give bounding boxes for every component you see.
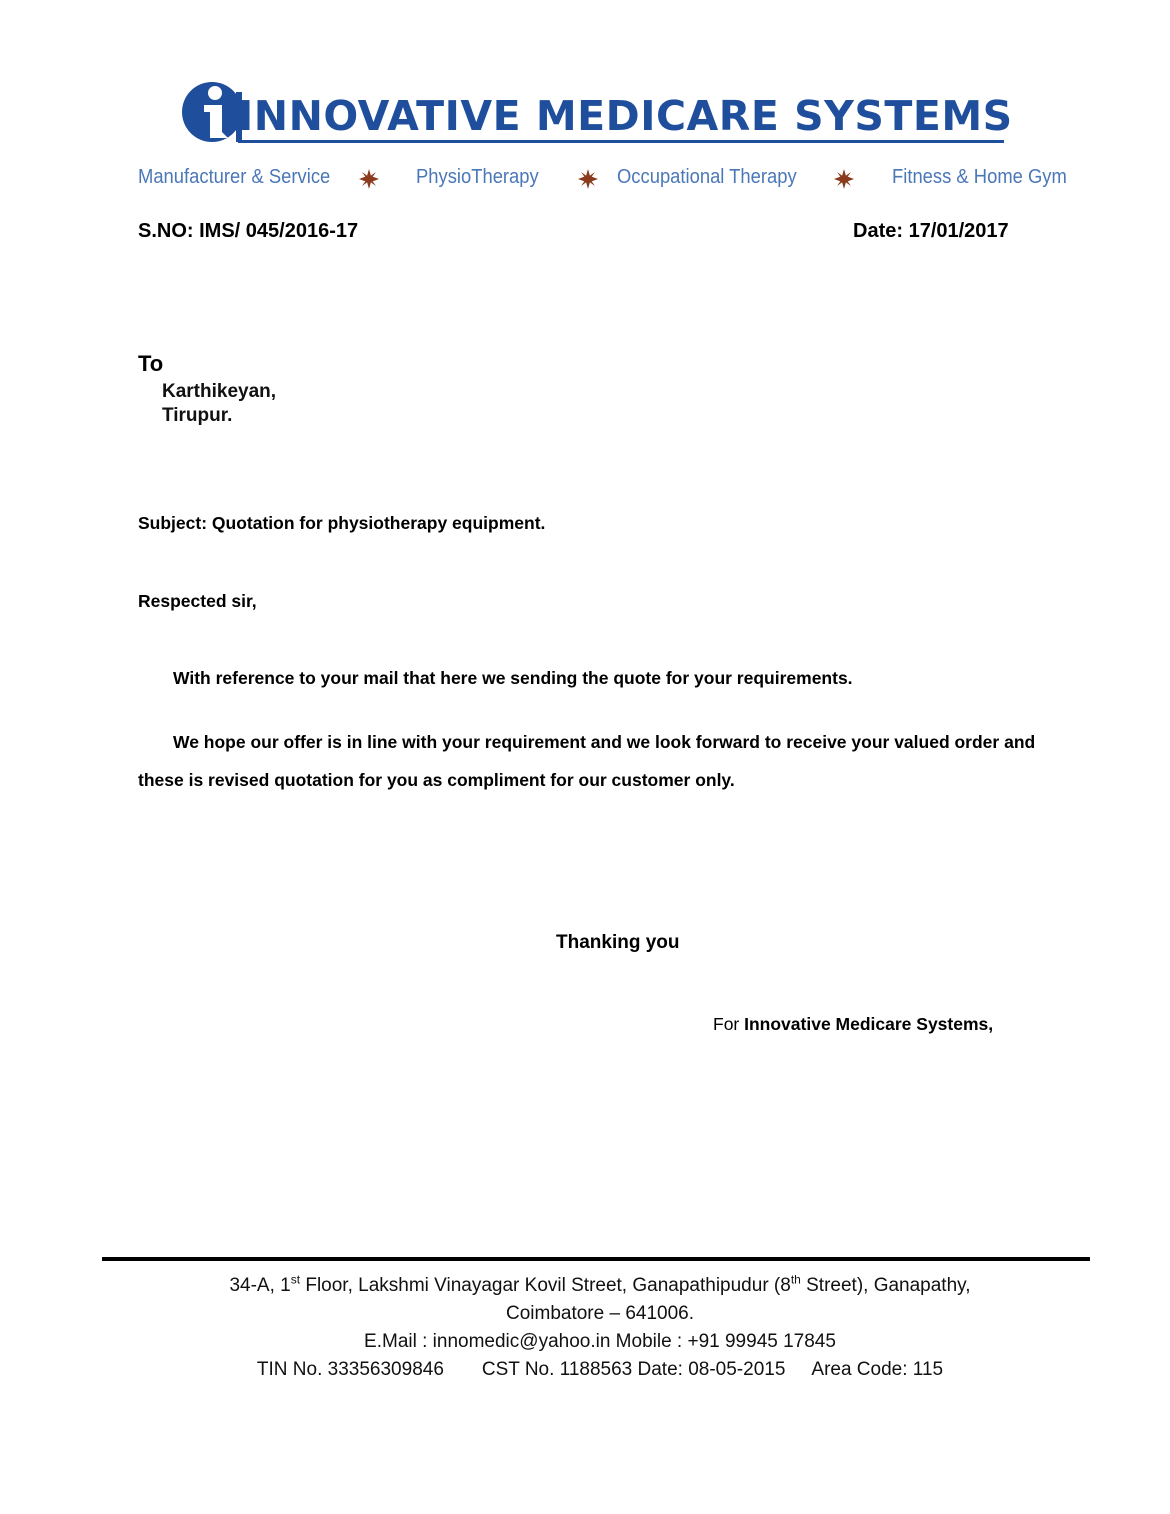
footer-contact: E.Mail : innomedic@yahoo.in Mobile : +91 99945 17845 [364, 1331, 836, 1352]
to-label: To [138, 351, 164, 376]
recipient-city: Tirupur. [162, 405, 233, 426]
salutation: Respected sir, [138, 591, 257, 611]
footer [100, 1272, 1100, 1384]
footer-address [100, 1272, 1100, 1300]
footer-city: Coimbatore – 641006. [505, 1303, 694, 1324]
services-strip [138, 166, 1078, 196]
address-part-2: Floor, Lakshmi Vinayagar Kovil Street, Ganapathipudur (8 [300, 1275, 791, 1296]
star-icon [578, 169, 598, 189]
service-physiotherapy: PhysioTherapy [416, 166, 539, 188]
closing: Thanking you [556, 932, 680, 953]
footer-divider [102, 1257, 1090, 1261]
address-part-1: 34-A, 1 [229, 1275, 291, 1296]
service-occupational-therapy: Occupational Therapy [617, 166, 797, 188]
letter-subject: Subject: Quotation for physiotherapy equipment. [138, 513, 546, 533]
signoff [713, 1014, 993, 1035]
company-name: INNOVATIVE MEDICARE SYSTEMS [238, 92, 1013, 140]
area-code: Area Code: 115 [811, 1359, 944, 1380]
service-manufacturer: Manufacturer & Service [138, 166, 331, 188]
paragraph-1: With reference to your mail that here we sending the quote for your requirements. [173, 668, 853, 688]
star-icon [834, 169, 854, 189]
tin-number: TIN No. 33356309846 [256, 1359, 444, 1380]
address-sup-2: th [790, 1272, 801, 1287]
star-icon [359, 169, 379, 189]
letterhead-logo [180, 72, 1013, 152]
cst-number: CST No. 1188563 Date: 08-05-2015 [481, 1359, 786, 1380]
address-part-3: Street), Ganapathy, [800, 1275, 971, 1296]
brand-underline [238, 140, 1004, 143]
serial-number: S.NO: IMS/ 045/2016-17 [138, 220, 359, 242]
signoff-prefix: For [713, 1014, 740, 1034]
signoff-company: Innovative Medicare Systems, [744, 1014, 994, 1034]
letter-date: Date: 17/01/2017 [853, 220, 1009, 242]
address-sup-1: st [290, 1272, 301, 1287]
recipient-name: Karthikeyan, [162, 381, 277, 402]
paragraph-2-line-2: these is revised quotation for you as compliment for our customer only. [138, 770, 735, 790]
paragraph-2-line-1: We hope our offer is in line with your requirement and we look forward to receive your valued order and [173, 732, 1036, 752]
service-fitness-home-gym: Fitness & Home Gym [892, 166, 1067, 188]
footer-registration [100, 1356, 1100, 1384]
